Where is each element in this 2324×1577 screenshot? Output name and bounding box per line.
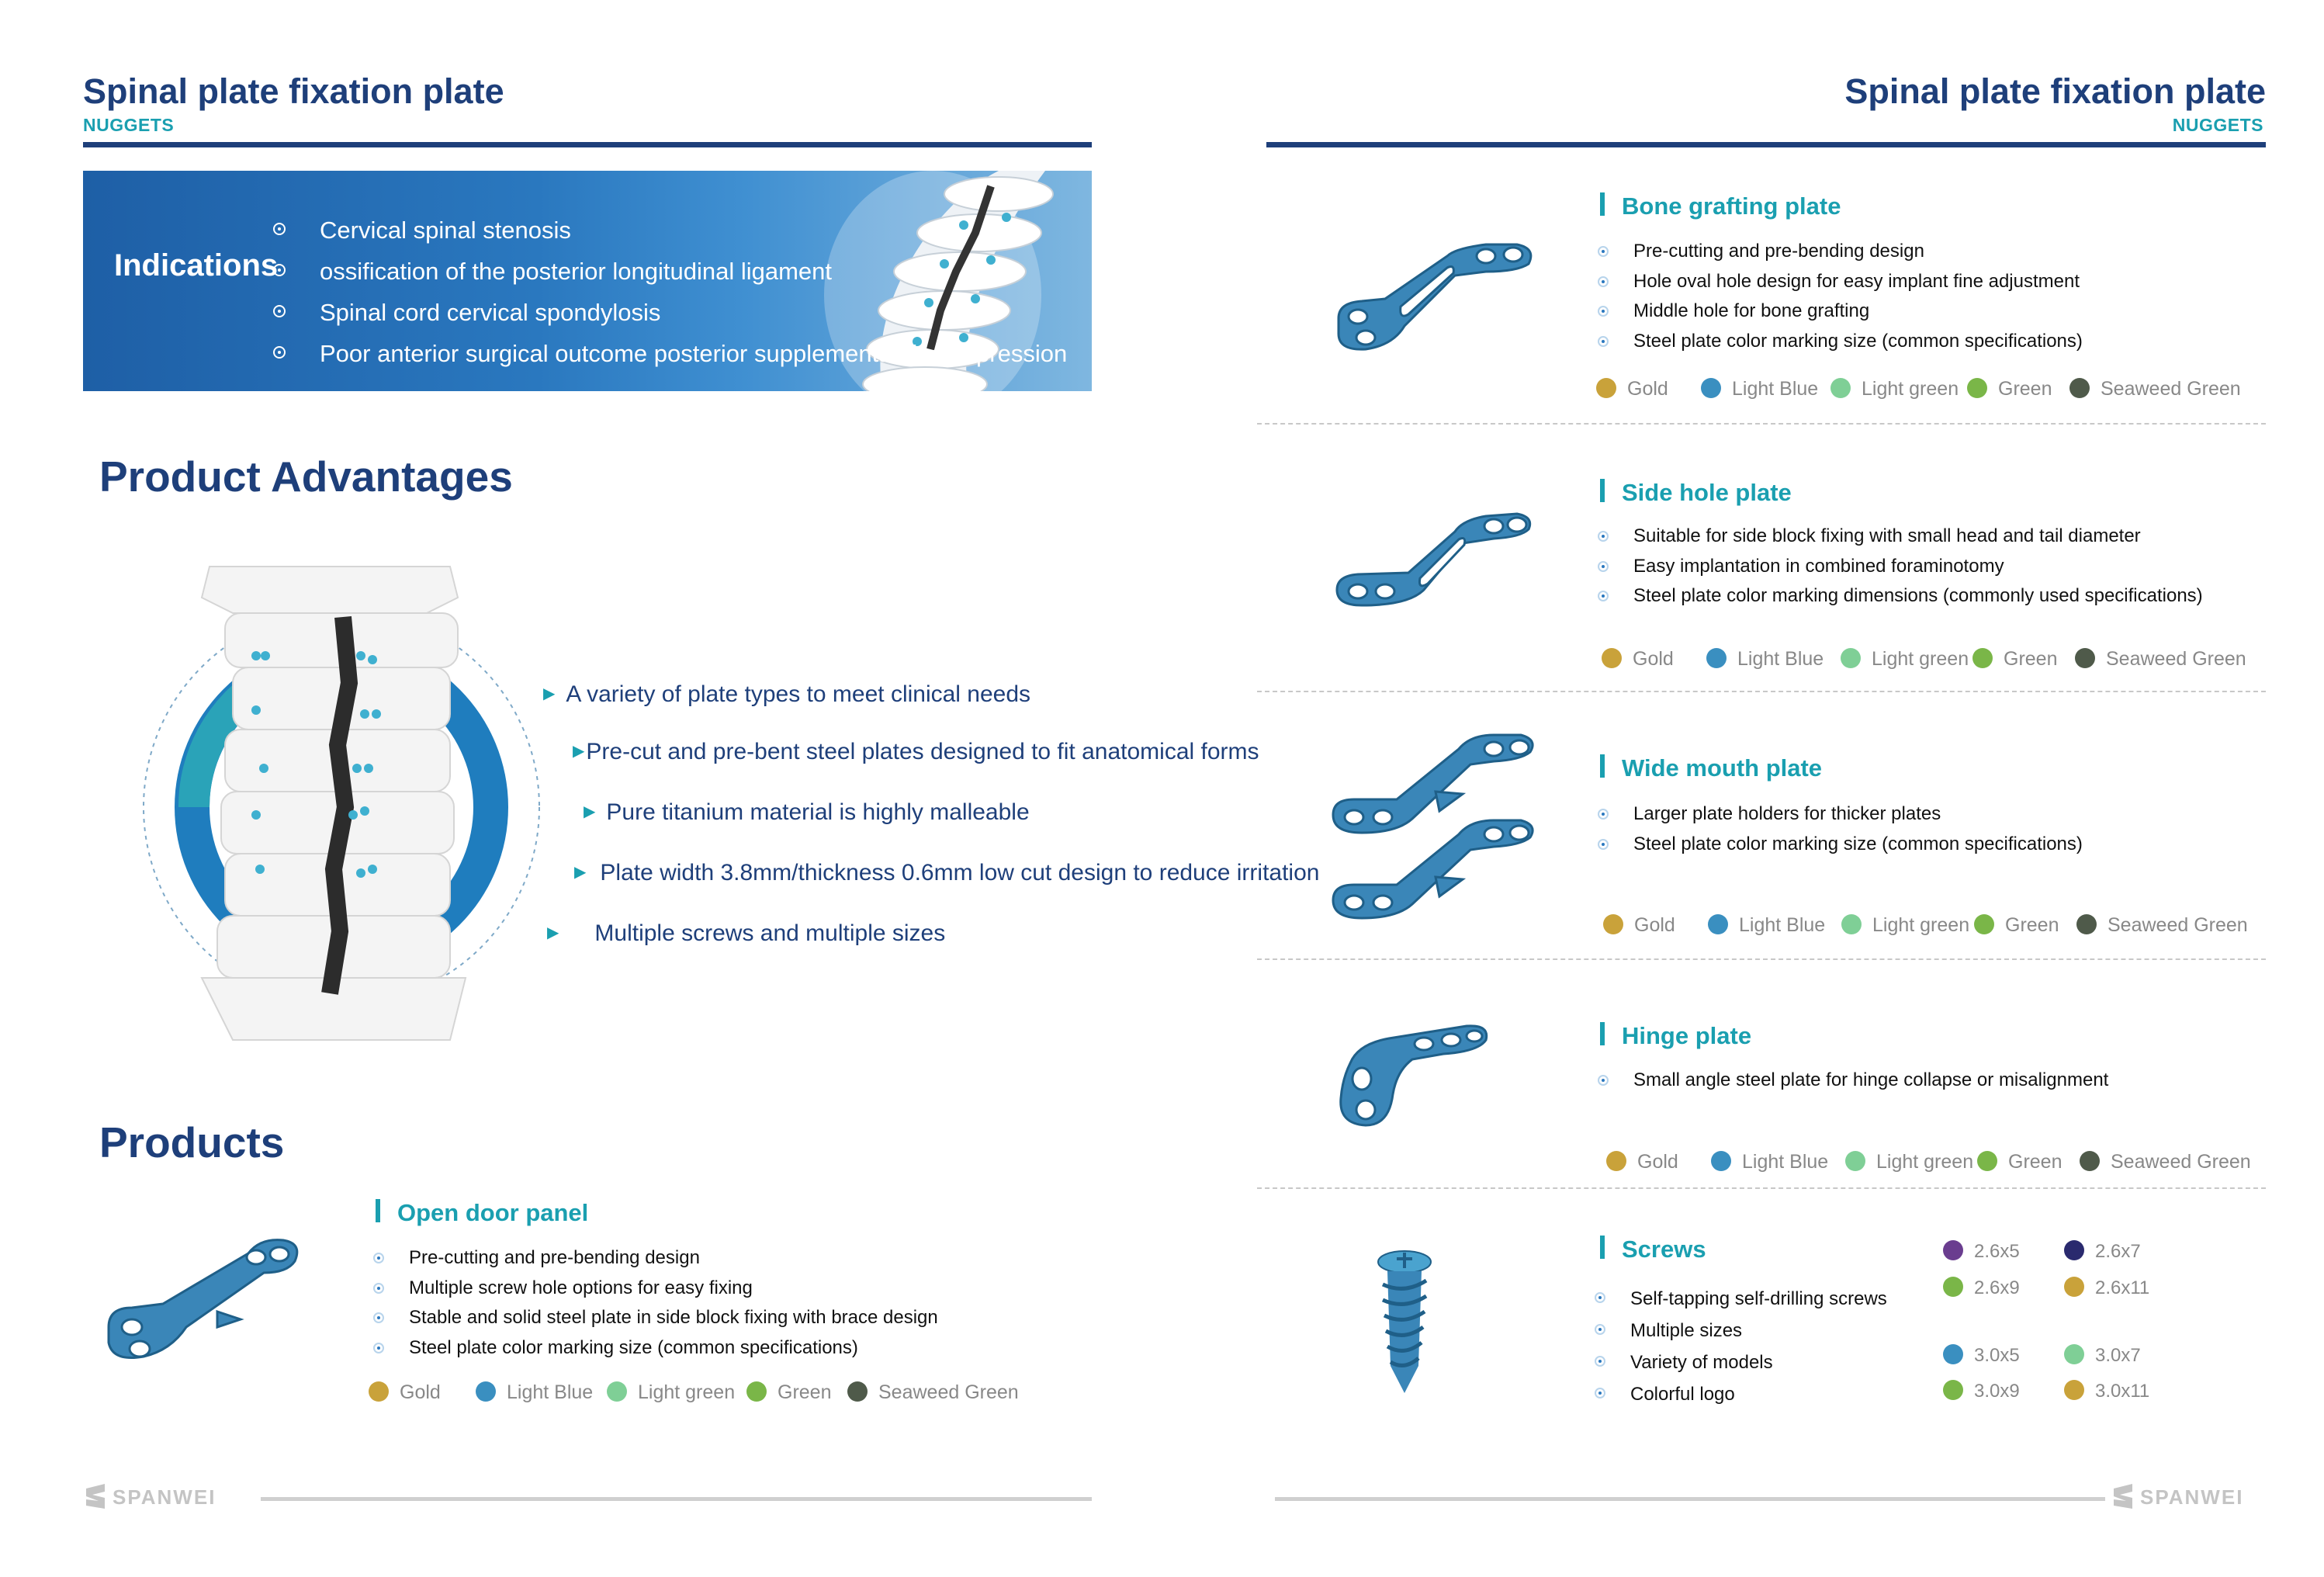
size-swatch-icon (1943, 1277, 1963, 1297)
title-bar-icon (376, 1199, 380, 1222)
bullet-icon (273, 305, 286, 317)
advantage-item: ▶ Plate width 3.8mm/thickness 0.6mm low cut design to reduce irritation (574, 860, 1320, 886)
wide-mouth-plate-image (1327, 726, 1544, 920)
green-swatch-icon (1977, 1151, 1997, 1171)
spanwei-logo: SPANWEI (2111, 1482, 2243, 1510)
hinge-title: Hinge plate (1600, 1022, 1751, 1050)
screw-size: 3.0x11 (2064, 1380, 2149, 1402)
advantage-item: ▶ Pure titanium material is highly malleable (584, 799, 1030, 825)
indications-list (273, 210, 1067, 374)
bone-grafting-title: Bone grafting plate (1600, 192, 1841, 220)
right-footer-line (1275, 1497, 2105, 1501)
list-item: Steel plate color marking size (common specifications) (1598, 327, 2083, 357)
list-item: Steel plate color marking dimensions (commonly used specifications) (1598, 581, 2203, 612)
list-item: ossification of the posterior longitudinal ligament (273, 251, 1067, 292)
light-blue-swatch-icon (1711, 1151, 1731, 1171)
size-swatch-icon (2064, 1240, 2084, 1260)
list-item: Steel plate color marking size (common specifications) (373, 1333, 938, 1364)
indications-label: Indications (114, 248, 279, 282)
seaweed-green-swatch-icon (847, 1381, 868, 1402)
seaweed-green-swatch-icon (2076, 914, 2097, 934)
bullet-icon (1598, 839, 1609, 850)
color-option: Gold (1603, 914, 1675, 937)
triangle-bullet-icon: ▶ (584, 803, 596, 820)
advantage-item: ▶ Multiple screws and multiple sizes (547, 920, 946, 946)
color-option: Light green (1841, 648, 1969, 671)
light-blue-swatch-icon (1706, 648, 1727, 668)
hinge-features (1598, 1066, 2108, 1096)
list-item: Self-tapping self-drilling screws (1595, 1283, 1887, 1315)
triangle-bullet-icon: ▶ (574, 864, 587, 881)
seaweed-green-swatch-icon (2080, 1151, 2100, 1171)
left-page-subtitle: NUGGETS (83, 115, 175, 135)
left-page-title: Spinal plate fixation plate (83, 71, 504, 111)
color-option: Seaweed Green (847, 1381, 1019, 1404)
divider (1257, 1187, 2266, 1189)
color-option: Light Blue (1711, 1151, 1828, 1173)
right-title-rule (1266, 142, 2266, 147)
bullet-icon (1598, 1075, 1609, 1086)
spanwei-logo: SPANWEI (83, 1482, 216, 1510)
products-heading: Products (99, 1118, 285, 1166)
light-blue-swatch-icon (476, 1381, 496, 1402)
bullet-icon (1598, 591, 1609, 601)
bullet-icon (1598, 531, 1609, 542)
color-option: Gold (369, 1381, 441, 1404)
color-option: Light green (1845, 1151, 1973, 1173)
color-option: Gold (1602, 648, 1674, 671)
light-green-swatch-icon (1845, 1151, 1865, 1171)
gold-swatch-icon (1602, 648, 1622, 668)
logo-mark-icon (2111, 1482, 2135, 1510)
size-swatch-icon (2064, 1277, 2084, 1297)
screw-size: 2.6x9 (1943, 1277, 2020, 1299)
screw-size: 3.0x9 (1943, 1380, 2020, 1402)
bone-grafting-features (1598, 237, 2083, 356)
bullet-icon (1598, 276, 1609, 287)
screw-size: 3.0x7 (2064, 1344, 2141, 1367)
bullet-icon (1598, 809, 1609, 820)
wide-mouth-color-options (1603, 914, 2270, 941)
left-footer-line (261, 1497, 1092, 1501)
screw-size: 2.6x11 (2064, 1277, 2149, 1299)
open-door-plate-image (101, 1234, 310, 1374)
list-item: Pre-cutting and pre-bending design (373, 1243, 938, 1274)
open-door-color-options (369, 1381, 1067, 1408)
side-hole-features (1598, 522, 2203, 612)
light-blue-swatch-icon (1701, 378, 1721, 398)
seaweed-green-swatch-icon (2075, 648, 2095, 668)
bullet-icon (1595, 1292, 1605, 1303)
gold-swatch-icon (1603, 914, 1623, 934)
side-hole-color-options (1602, 648, 2269, 674)
color-option: Gold (1596, 378, 1668, 400)
screws-features (1595, 1283, 1887, 1410)
side-hole-plate-image (1331, 504, 1540, 613)
bone-grafting-color-options (1596, 378, 2263, 404)
color-option: Green (746, 1381, 831, 1404)
bullet-icon (373, 1312, 384, 1323)
color-option: Green (1974, 914, 2059, 937)
bullet-icon (1598, 336, 1609, 347)
light-green-swatch-icon (1841, 914, 1862, 934)
light-blue-swatch-icon (1708, 914, 1728, 934)
divider (1257, 423, 2266, 425)
color-option: Seaweed Green (2075, 648, 2246, 671)
color-option: Light Blue (1708, 914, 1825, 937)
title-bar-icon (1600, 192, 1605, 216)
advantage-item: ▶ A variety of plate types to meet clinical needs (543, 681, 1031, 707)
list-item: Variety of models (1595, 1347, 1887, 1378)
size-swatch-icon (2064, 1344, 2084, 1364)
title-bar-icon (1600, 1236, 1605, 1259)
hinge-color-options (1606, 1151, 2274, 1177)
green-swatch-icon (1972, 648, 1993, 668)
size-swatch-icon (2064, 1380, 2084, 1400)
screw-size: 2.6x5 (1943, 1240, 2020, 1263)
bullet-icon (273, 264, 286, 276)
color-option: Light Blue (1706, 648, 1824, 671)
list-item: Multiple screw hole options for easy fixing (373, 1274, 938, 1304)
right-page-subtitle: NUGGETS (2172, 115, 2263, 135)
bullet-icon (1595, 1356, 1605, 1367)
color-option: Light green (1841, 914, 1969, 937)
cervical-spine-illustration (140, 543, 543, 1048)
size-swatch-icon (1943, 1240, 1963, 1260)
triangle-bullet-icon: ▶ (547, 924, 559, 941)
light-green-swatch-icon (1841, 648, 1861, 668)
bullet-icon (1598, 306, 1609, 317)
list-item: Larger plate holders for thicker plates (1598, 799, 2083, 830)
screw-size: 2.6x7 (2064, 1240, 2141, 1263)
bone-grafting-plate-image (1331, 233, 1540, 365)
bullet-icon (1595, 1324, 1605, 1335)
wide-mouth-features (1598, 799, 2083, 859)
bullet-icon (1598, 246, 1609, 257)
title-bar-icon (1600, 1022, 1605, 1045)
list-item: Stable and solid steel plate in side block fixing with brace design (373, 1303, 938, 1333)
right-page-title: Spinal plate fixation plate (1844, 71, 2266, 111)
divider (1257, 958, 2266, 960)
hinge-plate-image (1327, 1017, 1498, 1133)
open-door-features (373, 1243, 938, 1363)
bullet-icon (1598, 561, 1609, 572)
light-green-swatch-icon (1830, 378, 1851, 398)
color-option: Green (1972, 648, 2057, 671)
green-swatch-icon (1974, 914, 1994, 934)
seaweed-green-swatch-icon (2069, 378, 2090, 398)
side-hole-title: Side hole plate (1600, 479, 1792, 507)
color-option: Seaweed Green (2076, 914, 2248, 937)
color-option: Seaweed Green (2069, 378, 2241, 400)
screws-title: Screws (1600, 1236, 1706, 1263)
color-option: Green (1967, 378, 2052, 400)
advantages-heading: Product Advantages (99, 452, 513, 501)
color-option: Green (1977, 1151, 2062, 1173)
list-item: Spinal cord cervical spondylosis (273, 292, 1067, 333)
bullet-icon (373, 1343, 384, 1353)
size-swatch-icon (1943, 1380, 1963, 1400)
bullet-icon (273, 346, 286, 359)
color-option: Seaweed Green (2080, 1151, 2251, 1173)
open-door-title: Open door panel (376, 1199, 588, 1227)
triangle-bullet-icon: ▶ (543, 685, 556, 702)
bullet-icon (273, 223, 286, 235)
indications-banner (83, 171, 1092, 391)
advantage-item: ▶Pre-cut and pre-bent steel plates designed to fit anatomical forms (573, 739, 1259, 764)
divider (1257, 691, 2266, 692)
bullet-icon (373, 1253, 384, 1263)
wide-mouth-title: Wide mouth plate (1600, 754, 1822, 782)
light-green-swatch-icon (607, 1381, 627, 1402)
gold-swatch-icon (1596, 378, 1616, 398)
list-item: Hole oval hole design for easy implant fine adjustment (1598, 267, 2083, 297)
screw-size: 3.0x5 (1943, 1344, 2020, 1367)
green-swatch-icon (746, 1381, 767, 1402)
bullet-icon (373, 1283, 384, 1294)
green-swatch-icon (1967, 378, 1987, 398)
list-item: Suitable for side block fixing with small head and tail diameter (1598, 522, 2203, 552)
list-item: Cervical spinal stenosis (273, 210, 1067, 251)
list-item: Small angle steel plate for hinge collapse or misalignment (1598, 1066, 2108, 1096)
list-item: Steel plate color marking size (common specifications) (1598, 830, 2083, 860)
list-item: Poor anterior surgical outcome posterior supplemental decompression (273, 333, 1067, 374)
list-item: Colorful logo (1595, 1378, 1887, 1410)
color-option: Light Blue (1701, 378, 1818, 400)
gold-swatch-icon (369, 1381, 389, 1402)
screw-image (1373, 1249, 1436, 1397)
color-option: Light green (1830, 378, 1959, 400)
left-title-rule (83, 142, 1092, 147)
list-item: Easy implantation in combined foraminotomy (1598, 552, 2203, 582)
triangle-bullet-icon: ▶ (573, 743, 585, 760)
bullet-icon (1595, 1388, 1605, 1399)
gold-swatch-icon (1606, 1151, 1626, 1171)
color-option: Light Blue (476, 1381, 593, 1404)
list-item: Pre-cutting and pre-bending design (1598, 237, 2083, 267)
color-option: Light green (607, 1381, 735, 1404)
list-item: Multiple sizes (1595, 1315, 1887, 1347)
logo-mark-icon (83, 1482, 108, 1510)
size-swatch-icon (1943, 1344, 1963, 1364)
title-bar-icon (1600, 479, 1605, 502)
title-bar-icon (1600, 754, 1605, 778)
color-option: Gold (1606, 1151, 1678, 1173)
list-item: Middle hole for bone grafting (1598, 296, 2083, 327)
